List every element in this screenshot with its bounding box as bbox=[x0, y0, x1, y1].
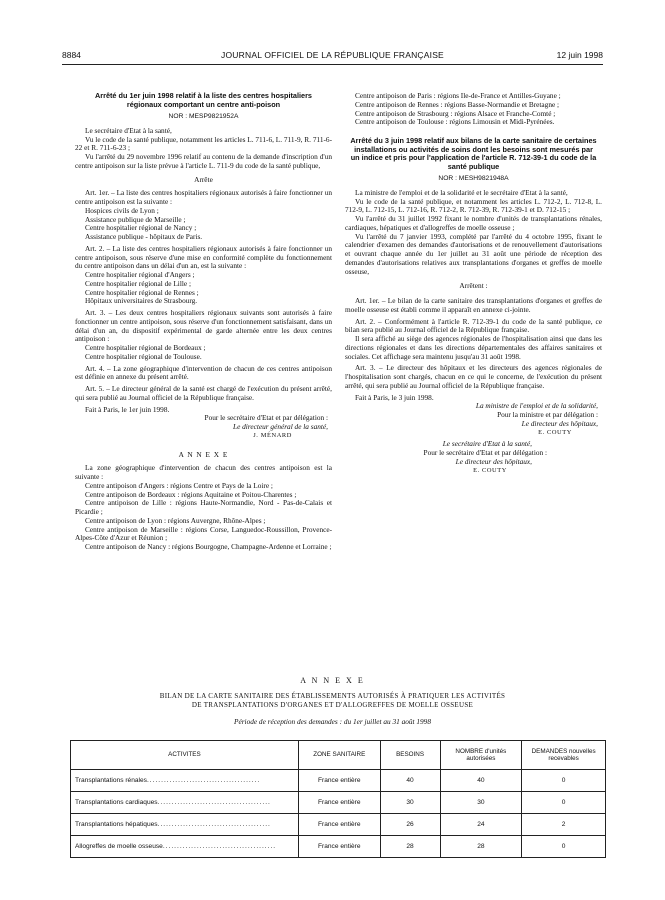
article-1-list bbox=[75, 207, 332, 242]
zone-item: Centre antipoison de Marseille : régions Corse, Languedoc-Roussillon, Provence-Alpes-Côte d'Azur et Réunion ; bbox=[75, 524, 332, 543]
decree-title-2: Arrêté du 3 juin 1998 relatif aux bilans de la carte sanitaire de certaines installations ou activités de soins dont les besoins sont mesurés par un indice et pris pour l'application de l'article R. 712-39-1 du code de la santé publique bbox=[350, 136, 597, 171]
column-header: ACTIVITES bbox=[71, 741, 299, 770]
list-item: Hôpitaux universitaires de Strasbourg. bbox=[85, 296, 198, 306]
table-row bbox=[71, 792, 606, 814]
column-header: NOMBRE d'unités autorisées bbox=[440, 741, 522, 770]
table-row bbox=[71, 814, 606, 836]
header-rule bbox=[62, 64, 603, 65]
vu-paragraph: Vu le code de la santé publique, et notamment les articles L. 712-2, L. 712-8, L. 712-9, L. 712-15, L. 712-16, R. 712-2, R. 712-39, R. 712-39-1 et D. 712-15 ; bbox=[345, 196, 602, 215]
article-3-list bbox=[75, 344, 332, 362]
reception-period: Période de réception des demandes : du 1er juillet au 31 août 1998 bbox=[234, 717, 431, 726]
signature-delegation: Pour le secrétaire d'Etat et par délégation : bbox=[204, 413, 328, 423]
article-1: Art. 1er. – La liste des centres hospitaliers régionaux autorisés à faire fonctionner un centre antipoison est la suivante : bbox=[75, 188, 332, 206]
article-2-display: Il sera affiché au siège des agences régionales de l'hospitalisation ainsi que dans les directions régionales et dans les directions départementales des affaires sanitaires et sociales. Cet affichage sera maintenu jusqu'au 31 août 1998. bbox=[345, 334, 602, 361]
table-header-row bbox=[71, 741, 606, 770]
left-column bbox=[75, 92, 332, 552]
besoins-cell: 26 bbox=[380, 814, 440, 836]
signature-name: E. COUTY bbox=[538, 428, 572, 436]
page-header bbox=[62, 50, 603, 62]
nor-reference-1: NOR : MESP9821952A bbox=[168, 113, 239, 120]
activity-cell: Allogreffes de moelle osseuse........................................ bbox=[71, 836, 299, 858]
signature-delegation: Pour la ministre et par délégation : bbox=[497, 410, 598, 419]
zone-item: Centre antipoison de Paris : régions Ile-de-France et Antilles-Guyane ; bbox=[355, 91, 561, 100]
besoins-cell: 30 bbox=[380, 792, 440, 814]
vu-paragraph: Vu l'arrêté du 7 janvier 1993, complété par l'arrêté du 4 octobre 1995, fixant le calendrier d'examen des demandes d'autorisations et de renouvellement d'autorisations et ouvrant chaque année du 1er juillet au 31 août une période de réception des demandes d'autorisations relatives aux transplantations d'organes et greffes de moelle osseuse, bbox=[345, 231, 602, 276]
activity-cell: Transplantations hépatiques........................................ bbox=[71, 814, 299, 836]
list-item: Hospices civils de Lyon ; bbox=[85, 205, 159, 215]
table-row bbox=[71, 770, 606, 792]
zone-cell: France entière bbox=[298, 836, 380, 858]
column-header: ZONE SANITAIRE bbox=[298, 741, 380, 770]
zone-item: Centre antipoison de Lyon : régions Auvergne, Rhône-Alpes ; bbox=[85, 515, 266, 525]
right-column bbox=[345, 92, 602, 475]
zone-item: Centre antipoison de Bordeaux : régions Aquitaine et Poitou-Charentes ; bbox=[85, 489, 297, 499]
arrete-heading: Arrête bbox=[194, 174, 213, 184]
fait-a-paris: Fait à Paris, le 1er juin 1998. bbox=[85, 404, 170, 414]
zone-cell: France entière bbox=[298, 770, 380, 792]
signature-secretary: Le secrétaire d'Etat à la santé, bbox=[442, 439, 532, 449]
list-item: Centre hospitalier régional de Rennes ; bbox=[85, 287, 199, 297]
page-number: 8884 bbox=[62, 50, 81, 60]
nombre-cell: 28 bbox=[440, 836, 522, 858]
journal-title: JOURNAL OFFICIEL DE LA RÉPUBLIQUE FRANÇAISE bbox=[221, 50, 444, 60]
signatory-intro: Le secrétaire d'Etat à la santé, bbox=[85, 125, 172, 135]
table-row bbox=[71, 836, 606, 858]
nombre-cell: 30 bbox=[440, 792, 522, 814]
article-5: Art. 5. – Le directeur général de la santé est chargé de l'exécution du présent arrêté, qui sera publié au Journal officiel de la République française. bbox=[75, 384, 332, 402]
list-item: Assistance publique de Marseille ; bbox=[85, 214, 186, 224]
signature-name: J. MÉNARD bbox=[253, 431, 292, 439]
issue-date: 12 juin 1998 bbox=[556, 50, 603, 60]
signature-name: E. COUTY bbox=[473, 466, 507, 474]
demandes-cell: 0 bbox=[522, 792, 606, 814]
list-item: Centre hospitalier régional de Toulouse. bbox=[85, 351, 202, 361]
signature-role: Le directeur général de la santé, bbox=[233, 422, 328, 431]
article-2: Art. 2. – La liste des centres hospitaliers régionaux autorisés à faire fonctionner un centre antipoison, sous réserve d'une mise en conformité complète du fonctionnement du centre antipoison dans un délai d'un an, est la suivante : bbox=[75, 243, 332, 271]
nombre-cell: 24 bbox=[440, 814, 522, 836]
besoins-cell: 28 bbox=[380, 836, 440, 858]
arretent-heading: Arrêtent : bbox=[459, 281, 488, 291]
fait-a-paris: Fait à Paris, le 3 juin 1998. bbox=[355, 392, 434, 402]
nombre-cell: 40 bbox=[440, 770, 522, 792]
bilan-line-1: BILAN DE LA CARTE SANITAIRE DES ÉTABLISSEMENTS AUTORISÉS À PRATIQUER LES ACTIVITÉS bbox=[159, 692, 506, 700]
activity-cell: Transplantations rénales........................................ bbox=[71, 770, 299, 792]
signature-role: Le directeur des hôpitaux, bbox=[521, 418, 598, 428]
zone-item: Centre antipoison de Lille : régions Haute-Normandie, Nord - Pas-de-Calais et Picardie ; bbox=[75, 498, 332, 516]
article-3: Art. 3. – Les deux centres hospitaliers régionaux suivants sont autorisés à faire fonctionner un centre antipoison, sous réserve d'un fonctionnement satisfaisant, dans un délai d'un an, du dispositif expérimental de garde alternée entre les deux centres antipoison : bbox=[75, 308, 332, 344]
column-header: DEMANDES nouvelles recevables bbox=[522, 741, 606, 770]
activity-cell: Transplantations cardiaques........................................ bbox=[71, 792, 299, 814]
list-item: Centre hospitalier régional de Lille ; bbox=[85, 278, 191, 288]
nor-reference-2: NOR : MESH9821948A bbox=[438, 175, 509, 182]
signature-role: Le directeur des hôpitaux, bbox=[455, 456, 532, 466]
annexe-heading: A N N E X E bbox=[300, 676, 365, 685]
zone-item: Centre antipoison d'Angers : régions Centre et Pays de la Loire ; bbox=[85, 480, 273, 490]
zone-cell: France entière bbox=[298, 814, 380, 836]
decree-title-1: Arrêté du 1er juin 1998 relatif à la liste des centres hospitaliers régionaux comportant un centre anti-poison bbox=[95, 91, 312, 109]
list-item: Centre hospitalier régional de Bordeaux ; bbox=[85, 343, 206, 352]
zone-cell: France entière bbox=[298, 792, 380, 814]
article-4: Art. 4. – La zone géographique d'intervention de chacun de ces centres antipoison est définie en annexe du présent arrêté. bbox=[75, 363, 332, 382]
list-item: Centre hospitalier régional d'Angers ; bbox=[85, 270, 195, 279]
bilan-table bbox=[70, 740, 606, 858]
annexe-intro: La zone géographique d'intervention de chacun des centres antipoison est la suivante : bbox=[75, 463, 332, 481]
article-3: Art. 3. – Le directeur des hôpitaux et les directeurs des agences régionales de l'hospitalisation sont chargés, chacun en ce qui le concerne, de l'exécution du présent arrêté, qui sera publié au Journal officiel de la République française. bbox=[345, 363, 602, 390]
article-2-list bbox=[75, 271, 332, 306]
annexe-heading-left: A N N E X E bbox=[178, 449, 229, 459]
article-1: Art. 1er. – Le bilan de la carte sanitaire des transplantations d'organes et greffes de moelle osseuse est établi comme il apparaît en annexe ci-jointe. bbox=[345, 296, 602, 314]
zone-item: Centre antipoison de Strasbourg : régions Alsace et Franche-Comté ; bbox=[355, 108, 556, 118]
vu-paragraph: Vu le code de la santé publique, notamment les articles L. 711-6, L. 711-9, R. 711-6-22 et R. 711-6-23 ; bbox=[75, 134, 332, 153]
zone-item: Centre antipoison de Nancy : régions Bourgogne, Champagne-Ardenne et Lorraine ; bbox=[85, 542, 332, 551]
vu-paragraph: Vu l'arrêté du 31 juillet 1992 fixant le nombre d'unités de transplantations rénales, cardiaques, hépatiques et d'allogreffes de moelle osseuse ; bbox=[345, 214, 602, 232]
signature-delegation: Pour le secrétaire d'Etat et par délégation : bbox=[423, 448, 547, 457]
bilan-title bbox=[0, 692, 665, 710]
demandes-cell: 0 bbox=[522, 770, 606, 792]
article-2: Art. 2. – Conformément à l'article R. 712-39-1 du code de la santé publique, ce bilan sera publié au Journal officiel de la République française. bbox=[345, 316, 602, 335]
demandes-cell: 2 bbox=[522, 814, 606, 836]
zone-item: Centre antipoison de Toulouse : régions Limousin et Midi-Pyrénées. bbox=[355, 117, 555, 127]
list-item: Assistance publique - hôpitaux de Paris. bbox=[85, 232, 203, 241]
demandes-cell: 0 bbox=[522, 836, 606, 858]
besoins-cell: 40 bbox=[380, 770, 440, 792]
zone-item: Centre antipoison de Rennes : régions Basse-Normandie et Bretagne ; bbox=[355, 99, 560, 109]
signature-minister: La ministre de l'emploi et de la solidarité, bbox=[475, 401, 598, 411]
column-header: BESOINS bbox=[380, 741, 440, 770]
bilan-line-2: DE TRANSPLANTATIONS D'ORGANES ET D'ALLOGREFFES DE MOELLE OSSEUSE bbox=[191, 701, 474, 709]
signatory-intro: La ministre de l'emploi et de la solidarité et le secrétaire d'Etat à la santé, bbox=[355, 187, 568, 197]
vu-paragraph: Vu l'arrêté du 29 novembre 1996 relatif au contenu de la demande d'inscription d'un centre antipoison sur la liste prévue à l'article L. 711-9 du code de la santé publique, bbox=[75, 152, 332, 170]
list-item: Centre hospitalier régional de Nancy ; bbox=[85, 223, 197, 233]
